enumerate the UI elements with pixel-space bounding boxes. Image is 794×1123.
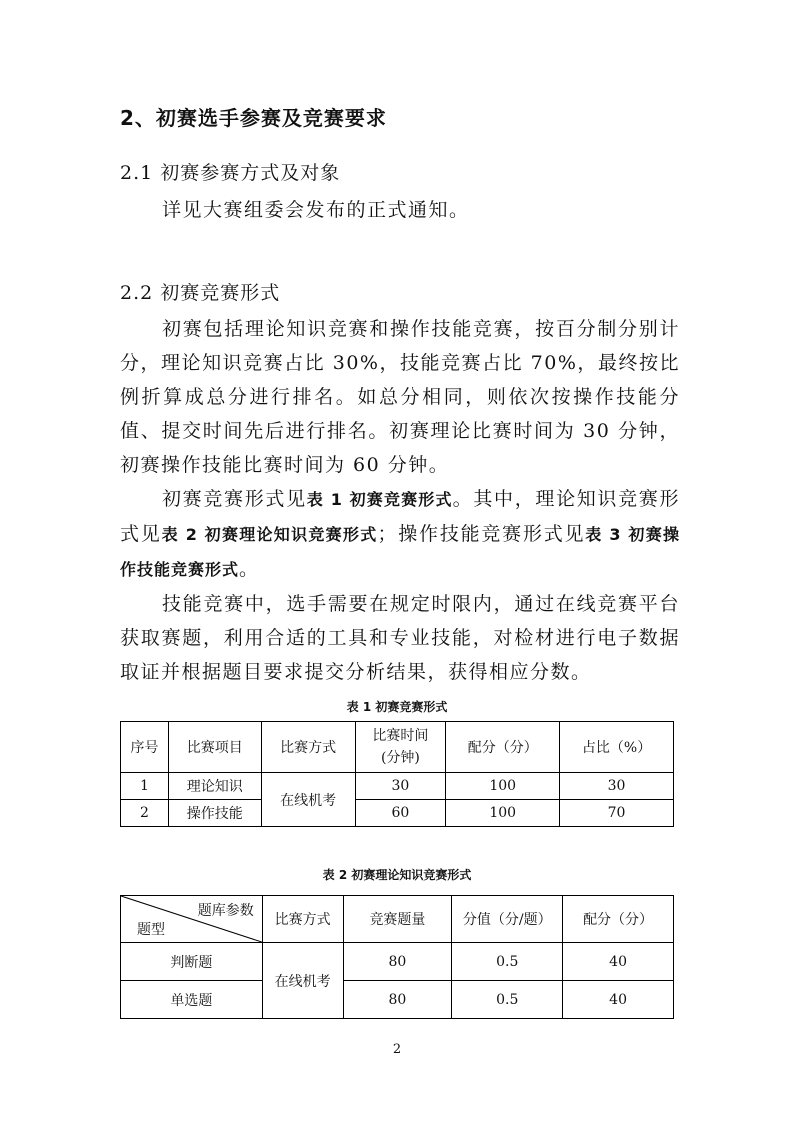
ref-text: 。其中，理论知识竞赛形式见: [120, 488, 680, 545]
table-row: [121, 773, 674, 800]
paragraph-skill-competition: 技能竞赛中，选手需要在规定时限内，通过在线竞赛平台获取赛题，利用合适的工具和专业技能，对检材进行电子数据取证并根据题目要求提交分析结果，获得相应分数。: [120, 593, 680, 683]
cell-count: 80: [343, 943, 452, 981]
ref-text: ；操作技能竞赛形式见: [377, 523, 586, 545]
table-row: [121, 981, 674, 1019]
header-cell: 占比（%）: [560, 722, 674, 773]
cell-value: 0.5: [452, 981, 563, 1019]
cell-count: 80: [343, 981, 452, 1019]
cell-score: 100: [446, 800, 560, 827]
subsection-2-1-title: 2.1 初赛参赛方式及对象: [120, 162, 341, 184]
cell-item: 操作技能: [168, 800, 261, 827]
table-row: [121, 800, 674, 827]
diag-bottom-label: 题型: [137, 922, 165, 938]
paragraph-table-refs: [120, 482, 680, 587]
subsection-2-2-title: 2.2 初赛竞赛形式: [120, 282, 281, 304]
table-preliminary-format: [120, 721, 674, 827]
cell-type: 判断题: [121, 943, 263, 981]
cell-item: 理论知识: [168, 773, 261, 800]
header-cell: 配分（分）: [446, 722, 560, 773]
ref-table-1[interactable]: 表 1 初赛竞赛形式: [306, 490, 453, 509]
section-title: 2、初赛选手参赛及竞赛要求: [120, 106, 387, 130]
table-header-row: [121, 896, 674, 943]
ref-table-2[interactable]: 表 2 初赛理论知识竞赛形式: [161, 525, 378, 544]
header-cell: 比赛方式: [262, 896, 343, 943]
header-cell: 配分（分）: [563, 896, 674, 943]
ref-text: 。: [239, 558, 260, 580]
cell-value: 0.5: [452, 943, 563, 981]
cell-method: 在线机考: [262, 943, 343, 1019]
cell-no: 2: [121, 800, 169, 827]
cell-ratio: 70: [560, 800, 674, 827]
cell-ratio: 30: [560, 773, 674, 800]
cell-no: 1: [121, 773, 169, 800]
header-cell: 比赛项目: [168, 722, 261, 773]
cell-time: 30: [355, 773, 446, 800]
header-cell: 序号: [121, 722, 169, 773]
header-cell: 比赛时间 (分钟): [355, 722, 446, 773]
diagonal-header-cell: [121, 896, 263, 943]
cell-score: 40: [563, 981, 674, 1019]
header-cell: 分值（分/题）: [452, 896, 563, 943]
table1-caption: 表 1 初赛竞赛形式: [346, 700, 448, 714]
table-theory-format: [120, 895, 674, 1019]
cell-score: 40: [563, 943, 674, 981]
ref-text: 初赛竞赛形式见: [162, 488, 307, 510]
header-cell: 比赛方式: [261, 722, 355, 773]
cell-time: 60: [355, 800, 446, 827]
paragraph-format-rules: 初赛包括理论知识竞赛和操作技能竞赛，按百分制分别计分，理论知识竞赛占比 30%，技能竞赛占比 70%，最终按比例折算成总分进行排名。如总分相同，则依次按操作技能分值、提交时间先后进行排名。初赛理论比赛时间为 30 分钟，初赛操作技能比赛时间为 60 分钟。: [120, 318, 680, 476]
cell-score: 100: [446, 773, 560, 800]
page-number: 2: [392, 1042, 402, 1057]
cell-type: 单选题: [121, 981, 263, 1019]
table-header-row: [121, 722, 674, 773]
diag-top-label: 题库参数: [197, 903, 254, 919]
header-cell: 竞赛题量: [343, 896, 452, 943]
cell-method: 在线机考: [261, 773, 355, 827]
table2-caption: 表 2 初赛理论知识竞赛形式: [322, 868, 472, 882]
table-row: [121, 943, 674, 981]
subsection-2-1-text: 详见大赛组委会发布的正式通知。: [162, 199, 470, 221]
ref-table-3[interactable]: 表 3 初赛操作技能竞赛形式: [120, 525, 680, 579]
